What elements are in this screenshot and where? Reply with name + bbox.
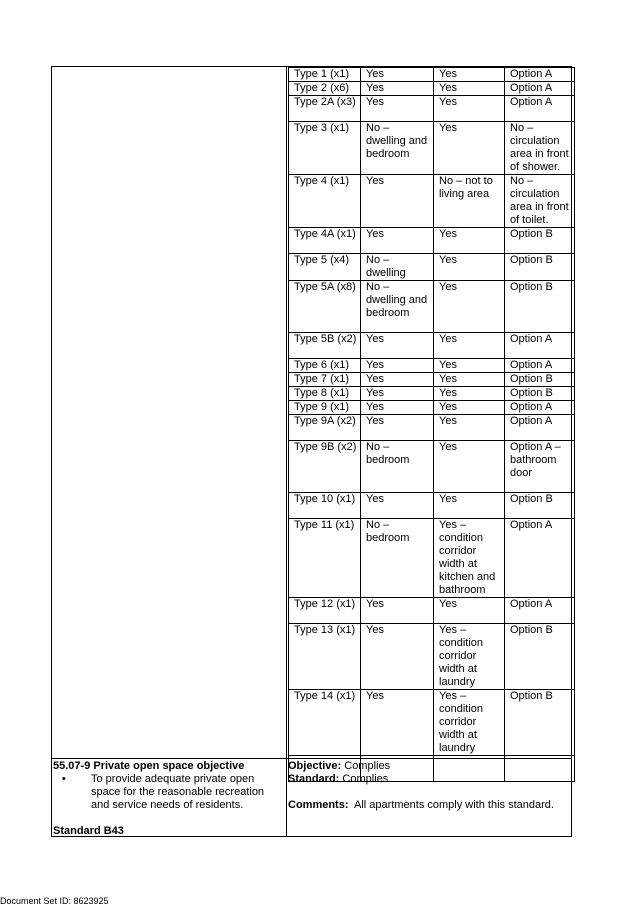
assessment-cell: Option A bbox=[505, 333, 575, 359]
apartment-type-cell: Type 1 (x1) bbox=[289, 68, 361, 82]
table-row bbox=[289, 401, 575, 415]
apartment-type-cell: Type 5A (x8) bbox=[289, 281, 361, 333]
assessment-cell: Option A bbox=[505, 82, 575, 96]
objective-title: 55.07-9 Private open space objective bbox=[53, 760, 245, 772]
apartment-type-cell: Type 14 (x1) bbox=[289, 690, 361, 756]
assessment-cell: Yes bbox=[434, 415, 505, 441]
assessment-cell: Yes bbox=[361, 493, 434, 519]
standard-status: Standard: Complies bbox=[288, 773, 389, 785]
assessment-cell: Yes bbox=[361, 690, 434, 756]
apartment-type-cell: Type 2A (x3) bbox=[289, 96, 361, 122]
assessment-cell: Yes bbox=[434, 333, 505, 359]
assessment-cell: Option A bbox=[505, 415, 575, 441]
assessment-cell: Yes bbox=[434, 359, 505, 373]
assessment-cell: Yes bbox=[434, 281, 505, 333]
assessment-cell: Yes bbox=[361, 333, 434, 359]
assessment-cell: Yes bbox=[434, 598, 505, 624]
table-row bbox=[289, 598, 575, 624]
standard-title: Standard B43 bbox=[53, 825, 124, 837]
assessment-cell: Yes bbox=[361, 373, 434, 387]
assessment-cell: Option B bbox=[505, 373, 575, 387]
table-row bbox=[289, 175, 575, 228]
apartment-type-cell: Type 3 (x1) bbox=[289, 122, 361, 175]
assessment-cell: Option A – bathroom door bbox=[505, 441, 575, 493]
assessment-cell: Option A bbox=[505, 598, 575, 624]
assessment-cell: Option B bbox=[505, 254, 575, 281]
assessment-cell: Option B bbox=[505, 281, 575, 333]
comments: Comments: All apartments comply with this standard. bbox=[288, 799, 554, 811]
table-row bbox=[289, 359, 575, 373]
assessment-cell: No – bedroom bbox=[361, 519, 434, 598]
assessment-cell: Yes bbox=[361, 228, 434, 254]
assessment-cell: Yes bbox=[361, 415, 434, 441]
objective-section bbox=[53, 760, 283, 837]
table-row bbox=[289, 254, 575, 281]
table-row bbox=[289, 624, 575, 690]
table-row bbox=[289, 415, 575, 441]
apartment-type-cell: Type 2 (x6) bbox=[289, 82, 361, 96]
assessment-cell: Yes bbox=[361, 175, 434, 228]
table-row bbox=[289, 96, 575, 122]
assessment-cell: Yes bbox=[434, 401, 505, 415]
assessment-cell: Option B bbox=[505, 387, 575, 401]
document-set-id: Document Set ID: 8623925 bbox=[0, 896, 109, 906]
column-divider bbox=[286, 66, 287, 837]
apartment-type-cell: Type 4 (x1) bbox=[289, 175, 361, 228]
assessment-cell: Yes – condition corridor width at kitchen and bathroom bbox=[434, 519, 505, 598]
assessment-cell: No – circulation area in front of toilet. bbox=[505, 175, 575, 228]
assessment-cell: No – dwelling and bedroom bbox=[361, 122, 434, 175]
table-row bbox=[289, 281, 575, 333]
apartment-type-cell: Type 9A (x2) bbox=[289, 415, 361, 441]
assessment-cell: Option B bbox=[505, 493, 575, 519]
assessment-cell: Yes bbox=[434, 493, 505, 519]
assessment-cell: No – circulation area in front of shower. bbox=[505, 122, 575, 175]
assessment-cell: Yes bbox=[361, 401, 434, 415]
table-row bbox=[289, 228, 575, 254]
table-row bbox=[289, 690, 575, 756]
assessment-cell: No – dwelling bbox=[361, 254, 434, 281]
apartment-type-cell: Type 9B (x2) bbox=[289, 441, 361, 493]
table-row bbox=[289, 519, 575, 598]
assessment-cell: Yes bbox=[361, 68, 434, 82]
apartment-type-cell: Type 8 (x1) bbox=[289, 387, 361, 401]
table-row bbox=[289, 493, 575, 519]
apartment-type-cell: Type 5 (x4) bbox=[289, 254, 361, 281]
apartment-type-cell: Type 10 (x1) bbox=[289, 493, 361, 519]
assessment-cell: Yes bbox=[434, 254, 505, 281]
table-row bbox=[289, 68, 575, 82]
table-row bbox=[289, 333, 575, 359]
assessment-cell: Yes bbox=[361, 387, 434, 401]
table-row bbox=[289, 373, 575, 387]
apartment-type-cell: Type 13 (x1) bbox=[289, 624, 361, 690]
assessment-cell: Yes bbox=[434, 82, 505, 96]
assessment-cell: Yes bbox=[361, 96, 434, 122]
assessment-cell: Option A bbox=[505, 519, 575, 598]
assessment-cell: Yes bbox=[434, 387, 505, 401]
apartment-type-cell: Type 12 (x1) bbox=[289, 598, 361, 624]
objective-bullet-text: To provide adequate private open space for the reasonable recreation and service needs of residents. bbox=[91, 773, 265, 811]
assessment-cell: Option A bbox=[505, 68, 575, 82]
bullet-icon: • bbox=[62, 773, 66, 785]
table-row bbox=[289, 441, 575, 493]
assessment-cell: Option A bbox=[505, 96, 575, 122]
assessment-cell: No – dwelling and bedroom bbox=[361, 281, 434, 333]
assessment-cell: Yes bbox=[361, 359, 434, 373]
assessment-cell: Yes – condition corridor width at laundry bbox=[434, 624, 505, 690]
assessment-cell: Yes bbox=[361, 624, 434, 690]
objective-bullet bbox=[53, 773, 283, 812]
assessment-cell: Option A bbox=[505, 401, 575, 415]
apartment-accessibility-table bbox=[288, 67, 575, 782]
table-row bbox=[289, 387, 575, 401]
apartment-type-cell: Type 7 (x1) bbox=[289, 373, 361, 387]
assessment-cell: Yes bbox=[434, 228, 505, 254]
assessment-cell: Option A bbox=[505, 359, 575, 373]
assessment-cell: No – not to living area bbox=[434, 175, 505, 228]
assessment-cell: No – bedroom bbox=[361, 441, 434, 493]
assessment-cell: Yes bbox=[434, 96, 505, 122]
assessment-cell: Yes bbox=[434, 68, 505, 82]
apartment-type-cell: Type 5B (x2) bbox=[289, 333, 361, 359]
table-row bbox=[289, 122, 575, 175]
apartment-type-cell: Type 9 (x1) bbox=[289, 401, 361, 415]
assessment-cell: Yes – condition corridor width at laundry bbox=[434, 690, 505, 756]
assessment-cell: Option B bbox=[505, 690, 575, 756]
table-row bbox=[289, 82, 575, 96]
apartment-type-cell: Type 4A (x1) bbox=[289, 228, 361, 254]
assessment-cell: Yes bbox=[434, 441, 505, 493]
objective-status: Objective: Complies bbox=[288, 760, 391, 772]
assessment-cell: Yes bbox=[361, 598, 434, 624]
assessment-cell: Yes bbox=[361, 82, 434, 96]
assessment-section bbox=[288, 760, 570, 812]
assessment-cell: Yes bbox=[434, 122, 505, 175]
assessment-cell: Option B bbox=[505, 624, 575, 690]
assessment-cell: Yes bbox=[434, 373, 505, 387]
assessment-cell: Option B bbox=[505, 228, 575, 254]
apartment-type-cell: Type 11 (x1) bbox=[289, 519, 361, 598]
apartment-type-cell: Type 6 (x1) bbox=[289, 359, 361, 373]
